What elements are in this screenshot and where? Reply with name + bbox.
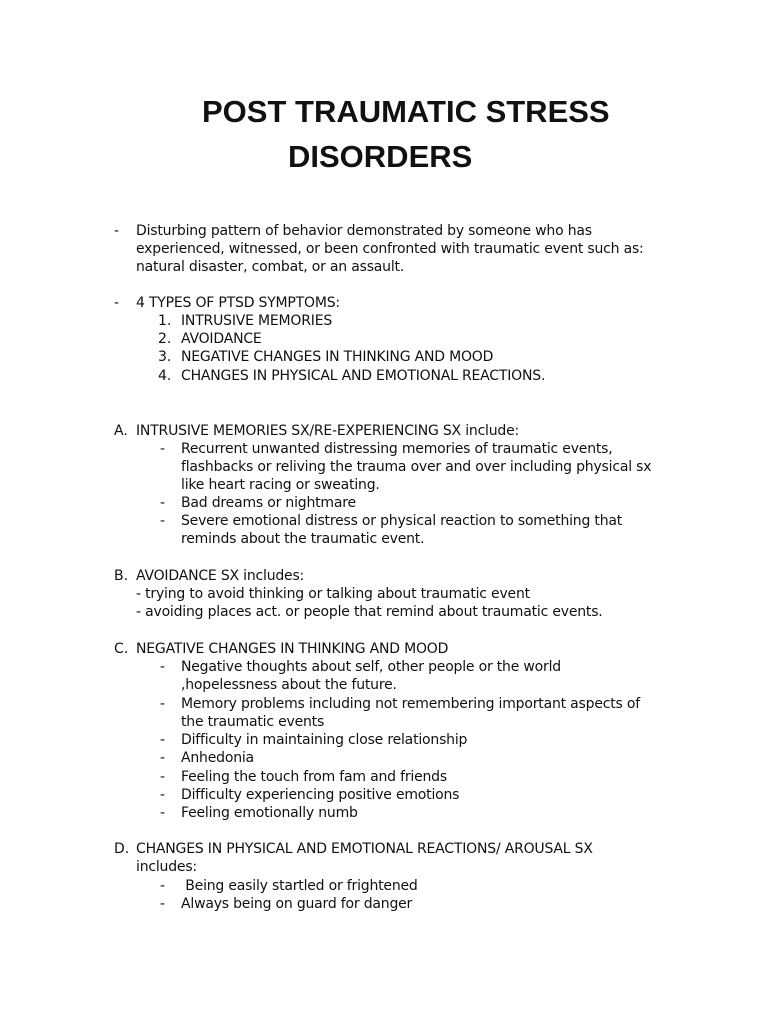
section-c-line: Anhedonia [181,750,254,766]
intro-line: Disturbing pattern of behavior demonstrated by someone who has [136,223,592,239]
section-b-line: - trying to avoid thinking or talking about traumatic event [136,586,530,602]
section-d-letter: D. [114,841,130,857]
types-marker: - [114,295,120,311]
types-item-text: AVOIDANCE [181,331,262,347]
section-d-marker: - [160,878,166,894]
section-c-line: Negative thoughts about self, other people or the world [181,659,561,675]
section-a-marker: - [160,441,166,457]
section-d-marker: - [160,896,166,912]
types-item-text: CHANGES IN PHYSICAL AND EMOTIONAL REACTIONS. [181,368,546,384]
intro-line: experienced, witnessed, or been confronted with traumatic event such as: [136,241,644,257]
section-c-marker: - [160,696,166,712]
types-item-num: 3. [158,349,172,365]
section-a-marker: - [160,495,166,511]
section-d-line: Being easily startled or frightened [181,878,418,894]
section-c-marker: - [160,750,166,766]
section-c-marker: - [160,732,166,748]
section-c-line: Feeling emotionally numb [181,805,358,821]
section-d-line: Always being on guard for danger [181,896,413,912]
section-a-line: reminds about the traumatic event. [181,531,425,547]
section-c-heading: NEGATIVE CHANGES IN THINKING AND MOOD [136,641,449,657]
title-line-1: POST TRAUMATIC STRESS [202,94,610,129]
section-c-line: Memory problems including not remembering important aspects of [181,696,640,712]
section-d-heading: CHANGES IN PHYSICAL AND EMOTIONAL REACTIONS/ AROUSAL SX [136,841,593,857]
section-c-line: ,hopelessness about the future. [181,677,397,693]
section-c-line: Difficulty experiencing positive emotions [181,787,460,803]
types-item-num: 4. [158,368,172,384]
section-a-marker: - [160,513,166,529]
types-item-num: 2. [158,331,172,347]
section-b-heading: AVOIDANCE SX includes: [136,568,305,584]
section-c-marker: - [160,659,166,675]
section-c-letter: C. [114,641,129,657]
types-heading: 4 TYPES OF PTSD SYMPTOMS: [136,295,340,311]
section-d-heading-cont: includes: [136,859,197,875]
section-a-heading: INTRUSIVE MEMORIES SX/RE-EXPERIENCING SX include: [136,423,520,439]
section-a-line: Recurrent unwanted distressing memories of traumatic events, [181,441,613,457]
section-a-line: Severe emotional distress or physical reaction to something that [181,513,623,529]
intro-marker: - [114,223,120,239]
section-c-marker: - [160,805,166,821]
types-item-text: NEGATIVE CHANGES IN THINKING AND MOOD [181,349,494,365]
section-a-line: flashbacks or reliving the trauma over and over including physical sx [181,459,652,475]
section-b-letter: B. [114,568,129,584]
section-a-line: Bad dreams or nightmare [181,495,356,511]
section-c-marker: - [160,769,166,785]
section-c-line: Difficulty in maintaining close relationship [181,732,468,748]
section-a-line: like heart racing or sweating. [181,477,380,493]
intro-line: natural disaster, combat, or an assault. [136,259,405,275]
title-line-2: DISORDERS [288,139,473,174]
types-item-num: 1. [158,313,172,329]
section-c-marker: - [160,787,166,803]
section-c-line: Feeling the touch from fam and friends [181,769,447,785]
section-a-letter: A. [114,423,128,439]
section-c-line: the traumatic events [181,714,325,730]
types-item-text: INTRUSIVE MEMORIES [181,313,333,329]
section-b-line: - avoiding places act. or people that remind about traumatic events. [136,604,603,620]
